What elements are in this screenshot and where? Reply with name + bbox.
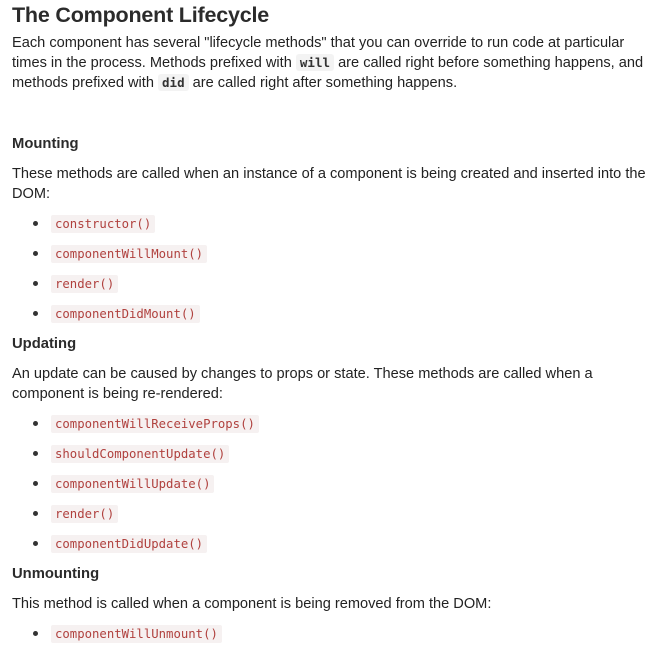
section-heading-updating: Updating — [12, 336, 77, 352]
method-code: render() — [51, 275, 118, 293]
intro-text-1: Each component has several "lifecycle methods" that you can override to run code at particular times in the process. Methods prefixed with — [12, 35, 625, 71]
section-heading-mounting: Mounting — [12, 136, 79, 152]
bullet-icon — [33, 221, 38, 226]
bullet-icon — [33, 631, 38, 636]
section-heading-unmounting: Unmounting — [12, 566, 100, 582]
section-description-unmounting: This method is called when a component is being removed from the DOM: — [12, 596, 492, 612]
intro-text-2: are called right before something happens, and methods prefixed with — [12, 55, 644, 91]
intro-paragraph — [12, 33, 648, 93]
method-code: render() — [51, 505, 118, 523]
method-code: shouldComponentUpdate() — [51, 445, 229, 463]
bullet-icon — [33, 481, 38, 486]
inline-code-will: will — [296, 54, 334, 71]
bullet-icon — [33, 251, 38, 256]
page-title: The Component Lifecycle — [12, 3, 270, 27]
section-description-updating: An update can be caused by changes to props or state. These methods are called when a component is being re-rendered: — [12, 366, 593, 402]
method-code: componentWillUpdate() — [51, 475, 214, 493]
bullet-icon — [33, 311, 38, 316]
bullet-icon — [33, 281, 38, 286]
method-code: constructor() — [51, 215, 155, 233]
method-code: componentWillReceiveProps() — [51, 415, 259, 433]
intro-text-3: are called right after something happens. — [188, 75, 458, 91]
section-description-mounting: These methods are called when an instance of a component is being created and inserted into the DOM: — [12, 166, 646, 202]
method-code: componentWillMount() — [51, 245, 207, 263]
method-code: componentDidUpdate() — [51, 535, 207, 553]
inline-code-did: did — [158, 74, 189, 91]
method-code: componentDidMount() — [51, 305, 200, 323]
bullet-icon — [33, 541, 38, 546]
bullet-icon — [33, 451, 38, 456]
bullet-icon — [33, 421, 38, 426]
method-code: componentWillUnmount() — [51, 625, 222, 643]
bullet-icon — [33, 511, 38, 516]
